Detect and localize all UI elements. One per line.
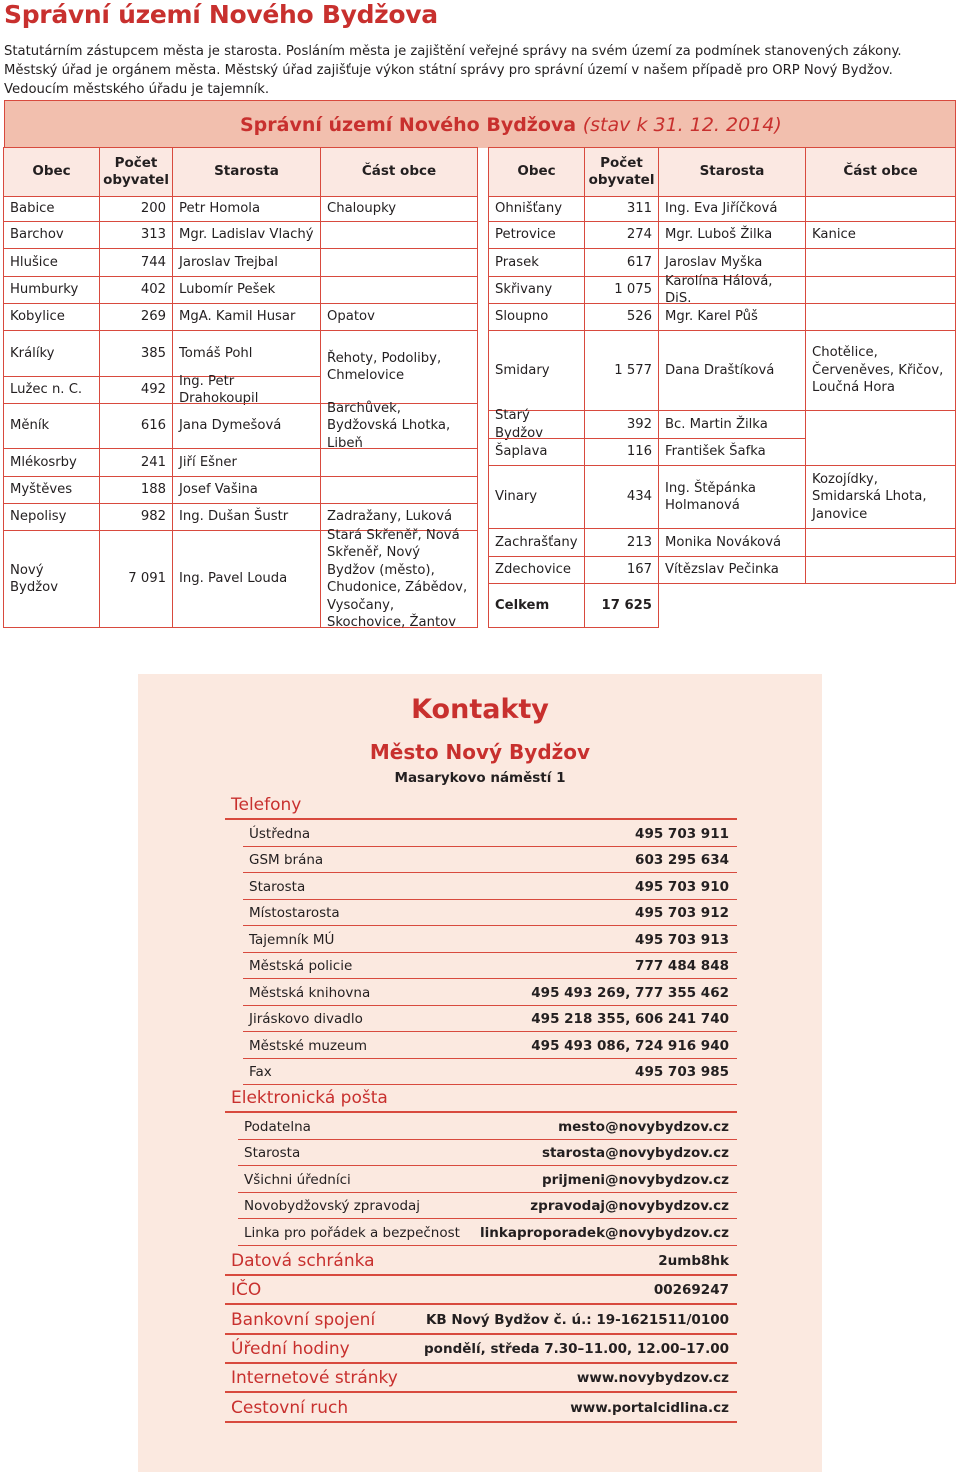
table-cell-starosta: Jana Dymešová — [172, 403, 321, 449]
table-cell-pocet: 526 — [584, 303, 659, 331]
contact-row — [238, 1193, 737, 1220]
table-cell-starosta: Bc. Martin Žilka — [658, 410, 806, 439]
contact-label: Ústředna — [249, 825, 311, 842]
table-cell-cast: Kozojídky, Smidarská Lhota, Janovice — [805, 465, 956, 529]
table-cell-cast — [320, 248, 478, 277]
contact-value: starosta@novybydzov.cz — [541, 1145, 729, 1161]
table-cell-pocet: 269 — [99, 303, 173, 331]
table-cell-pocet: 274 — [584, 221, 659, 249]
table-cell-cast: Barchůvek, Bydžovská Lhotka, Libeň — [320, 403, 478, 449]
table-cell-obec: Prasek — [488, 248, 585, 277]
table-cell-cast: Chaloupky — [320, 196, 478, 222]
table-cell-cast — [320, 221, 478, 249]
table-cell-obec: Mlékosrby — [3, 448, 100, 477]
contact-label: Tajemník MÚ — [249, 931, 335, 948]
table-cell-pocet: 492 — [99, 376, 173, 404]
table-cell-obec: Sloupno — [488, 303, 585, 331]
header-obec: Obec — [488, 147, 585, 197]
table-cell-starosta: František Šafka — [658, 438, 806, 466]
table-cell-obec: Lužec n. C. — [3, 376, 100, 404]
header-cast: Část obce — [805, 147, 956, 197]
contact-value: 495 493 269, 777 355 462 — [531, 984, 729, 1001]
table-cell-cast — [805, 303, 956, 331]
contact-section — [225, 1279, 737, 1305]
table-cell-starosta: Dana Draštíková — [658, 330, 806, 411]
header-pocet: Počet obyvatel — [584, 147, 659, 197]
table-cell-pocet: 744 — [99, 248, 173, 277]
table-cell-starosta: Ing. Štěpánka Holmanová — [658, 465, 806, 529]
table-cell-starosta: Ing. Dušan Šustr — [172, 503, 321, 531]
contact-row — [238, 1140, 737, 1167]
table-cell-pocet: 241 — [99, 448, 173, 477]
table-cell-cast — [805, 196, 956, 222]
contact-value: 495 703 913 — [635, 931, 729, 948]
section-label: Internetové stránky — [231, 1368, 398, 1389]
table-cell-starosta: Ing. Petr Drahokoupil — [172, 376, 321, 404]
contact-row — [238, 1166, 737, 1193]
section-label: IČO — [231, 1280, 262, 1301]
contact-label: GSM brána — [249, 852, 324, 868]
header-starosta: Starosta — [658, 147, 806, 197]
section-value: KB Nový Bydžov č. ú.: 19-1621511/0100 — [425, 1311, 729, 1328]
contact-value: 495 703 985 — [635, 1064, 729, 1080]
table-cell-pocet: 392 — [584, 410, 659, 439]
table-cell-pocet: 616 — [99, 403, 173, 449]
contacts-title: Kontakty — [411, 694, 549, 725]
table-cell-obec: Myštěves — [3, 476, 100, 504]
table-cell-obec: Zachrašťany — [488, 528, 585, 557]
table-cell-starosta: Josef Vašina — [172, 476, 321, 504]
table-cell-pocet: 1 075 — [584, 276, 659, 304]
table-cell-cast — [805, 528, 956, 557]
table-cell-obec: Skřivany — [488, 276, 585, 304]
contact-section — [225, 1338, 737, 1364]
table-cell-obec: Smidary — [488, 330, 585, 411]
contact-value: 495 703 912 — [635, 905, 729, 921]
table-cell-starosta: Karolína Hálová, DiS. — [658, 276, 806, 304]
section-value: pondělí, středa 7.30–11.00, 12.00–17.00 — [424, 1340, 729, 1357]
table-cell-pocet: 213 — [584, 528, 659, 557]
contact-row — [243, 1059, 737, 1086]
contact-label: Městské muzeum — [249, 1037, 368, 1054]
section-label: Úřední hodiny — [231, 1338, 350, 1359]
section-value: 2umb8hk — [658, 1253, 729, 1269]
table-cell-cast: Zadražany, Luková — [320, 503, 478, 531]
section-label: Bankovní spojení — [231, 1309, 376, 1330]
table-cell-cast: Chotělice, Červeněves, Křičov, Loučná Hora — [805, 330, 956, 411]
table-cell-starosta: Tomáš Pohl — [172, 330, 321, 377]
header-cast: Část obce — [320, 147, 478, 197]
table-total-label: Celkem — [488, 583, 585, 628]
contact-value: prijmeni@novybydzov.cz — [542, 1171, 729, 1188]
contact-section — [225, 794, 737, 820]
contact-label: Fax — [249, 1064, 272, 1080]
table-cell-obec: Vinary — [488, 465, 585, 529]
contacts-address: Masarykovo náměstí 1 — [394, 770, 566, 786]
section-value: 00269247 — [653, 1282, 729, 1299]
section-value: www.portalcidlina.cz — [570, 1399, 729, 1416]
section-label: Datová schránka — [231, 1251, 375, 1271]
table-cell-cast: Kanice — [805, 221, 956, 249]
contact-section — [225, 1397, 737, 1423]
table-cell-starosta: Jaroslav Myška — [658, 248, 806, 277]
contact-label: Novobydžovský zpravodaj — [244, 1198, 421, 1214]
table-cell-pocet: 313 — [99, 221, 173, 249]
table-cell-pocet: 982 — [99, 503, 173, 531]
table-cell-obec: Měník — [3, 403, 100, 449]
section-label: Elektronická pošta — [231, 1088, 388, 1108]
contact-row — [243, 953, 737, 980]
table-cell-cast — [805, 556, 956, 584]
table-title: Správní území Nového Bydžova (stav k 31. 12. 2014) — [240, 114, 782, 136]
table-cell-pocet: 167 — [584, 556, 659, 584]
contact-row — [243, 847, 737, 874]
page-title: Správní území Nového Bydžova — [4, 0, 438, 29]
table-cell-starosta: MgA. Kamil Husar — [172, 303, 321, 331]
contact-value: 495 703 910 — [635, 878, 729, 895]
contact-value: linkaproporadek@novybydzov.cz — [480, 1224, 729, 1241]
contact-row — [243, 1006, 737, 1033]
contact-row — [243, 1032, 737, 1059]
table-cell-obec: Nepolisy — [3, 503, 100, 531]
contact-label: Městská knihovna — [249, 984, 371, 1001]
table-cell-obec: Ohnišťany — [488, 196, 585, 222]
section-label: Telefony — [231, 795, 302, 815]
contact-row — [243, 820, 737, 847]
contact-row — [243, 873, 737, 900]
table-cell-obec: Starý Bydžov — [488, 410, 585, 439]
table-cell-pocet: 402 — [99, 276, 173, 304]
section-label: Cestovní ruch — [231, 1397, 349, 1418]
table-cell-cast: Stará Skřeněř, Nová Skřeněř, Nový Bydžov (město), Chudonice, Zábědov, Vysočany, Skochovice, Žantov — [320, 530, 478, 628]
contact-value: 777 484 848 — [635, 958, 729, 974]
contact-section — [225, 1367, 737, 1393]
table-cell-starosta: Vítězslav Pečinka — [658, 556, 806, 584]
contact-label: Jiráskovo divadlo — [249, 1011, 363, 1027]
table-cell-obec: Kobylice — [3, 303, 100, 331]
contact-row — [243, 926, 737, 953]
table-cell-starosta: Monika Nováková — [658, 528, 806, 557]
contact-label: Podatelna — [244, 1118, 311, 1135]
table-cell-starosta: Mgr. Ladislav Vlachý — [172, 221, 321, 249]
table-cell-pocet: 311 — [584, 196, 659, 222]
table-cell-starosta: Ing. Pavel Louda — [172, 530, 321, 628]
intro-text: Statutárním zástupcem města je starosta. Posláním města je zajištění veřejné správy na svém území za podmínek stanovených zákony. Městský úřad je orgánem města. Městský úřad zajišťuje výkon státní správy pro správní území v našem případě pro ORP Nový Bydžov. Vedoucím městského úřadu je tajemník. — [4, 44, 902, 97]
contact-label: Místostarosta — [249, 905, 340, 921]
table-cell-obec: Babice — [3, 196, 100, 222]
table-total-value: 17 625 — [584, 583, 659, 628]
table-cell-pocet: 1 577 — [584, 330, 659, 411]
contact-label: Všichni úředníci — [244, 1171, 351, 1188]
contact-row — [238, 1113, 737, 1140]
header-pocet: Počet obyvatel — [99, 147, 173, 197]
contact-section — [225, 1250, 737, 1276]
contact-value: 495 218 355, 606 241 740 — [531, 1011, 729, 1027]
table-cell-obec: Zdechovice — [488, 556, 585, 584]
table-cell-cast: Opatov — [320, 303, 478, 331]
table-cell-pocet: 116 — [584, 438, 659, 466]
table-cell-starosta: Mgr. Karel Půš — [658, 303, 806, 331]
contact-label: Linka pro pořádek a bezpečnost — [244, 1224, 460, 1241]
contact-row — [243, 900, 737, 927]
table-cell-obec: Humburky — [3, 276, 100, 304]
section-value: www.novybydzov.cz — [576, 1370, 729, 1387]
table-cell-cast — [805, 248, 956, 277]
table-cell-pocet: 7 091 — [99, 530, 173, 628]
table-cell-cast — [805, 276, 956, 304]
table-cell-pocet: 188 — [99, 476, 173, 504]
contact-value: 495 493 086, 724 916 940 — [531, 1037, 729, 1054]
table-cell-starosta: Jiří Ešner — [172, 448, 321, 477]
table-cell-cast — [320, 448, 478, 477]
contact-section — [225, 1087, 737, 1113]
table-cell-starosta: Ing. Eva Jiříčková — [658, 196, 806, 222]
table-cell-pocet: 200 — [99, 196, 173, 222]
table-cell-starosta: Lubomír Pešek — [172, 276, 321, 304]
table-cell-cast — [320, 476, 478, 504]
table-cell-cast — [320, 276, 478, 304]
contact-value: mesto@novybydzov.cz — [558, 1118, 729, 1135]
table-cell-pocet: 385 — [99, 330, 173, 377]
header-obec: Obec — [3, 147, 100, 197]
table-cell-obec: Barchov — [3, 221, 100, 249]
contact-section — [225, 1309, 737, 1335]
contact-row — [238, 1219, 737, 1246]
table-cell-starosta: Mgr. Luboš Žilka — [658, 221, 806, 249]
contact-value: 495 703 911 — [635, 825, 729, 842]
contact-label: Městská policie — [249, 958, 353, 974]
table-cell-obec: Petrovice — [488, 221, 585, 249]
contact-label: Starosta — [244, 1145, 301, 1161]
contact-label: Starosta — [249, 878, 306, 895]
contacts-city: Město Nový Bydžov — [369, 740, 591, 764]
table-cell-cast: Řehoty, Podoliby, Chmelovice — [320, 330, 478, 404]
header-starosta: Starosta — [172, 147, 321, 197]
table-cell-obec: Hlušice — [3, 248, 100, 277]
table-cell-obec: Králíky — [3, 330, 100, 377]
table-cell-obec: Nový Bydžov — [3, 530, 100, 628]
table-cell-pocet: 434 — [584, 465, 659, 529]
contact-value: zpravodaj@novybydzov.cz — [530, 1198, 729, 1214]
table-cell-cast — [805, 410, 956, 466]
contact-row — [243, 979, 737, 1006]
table-cell-starosta: Petr Homola — [172, 196, 321, 222]
table-cell-starosta: Jaroslav Trejbal — [172, 248, 321, 277]
contact-value: 603 295 634 — [635, 852, 729, 868]
table-cell-obec: Šaplava — [488, 438, 585, 466]
table-cell-pocet: 617 — [584, 248, 659, 277]
